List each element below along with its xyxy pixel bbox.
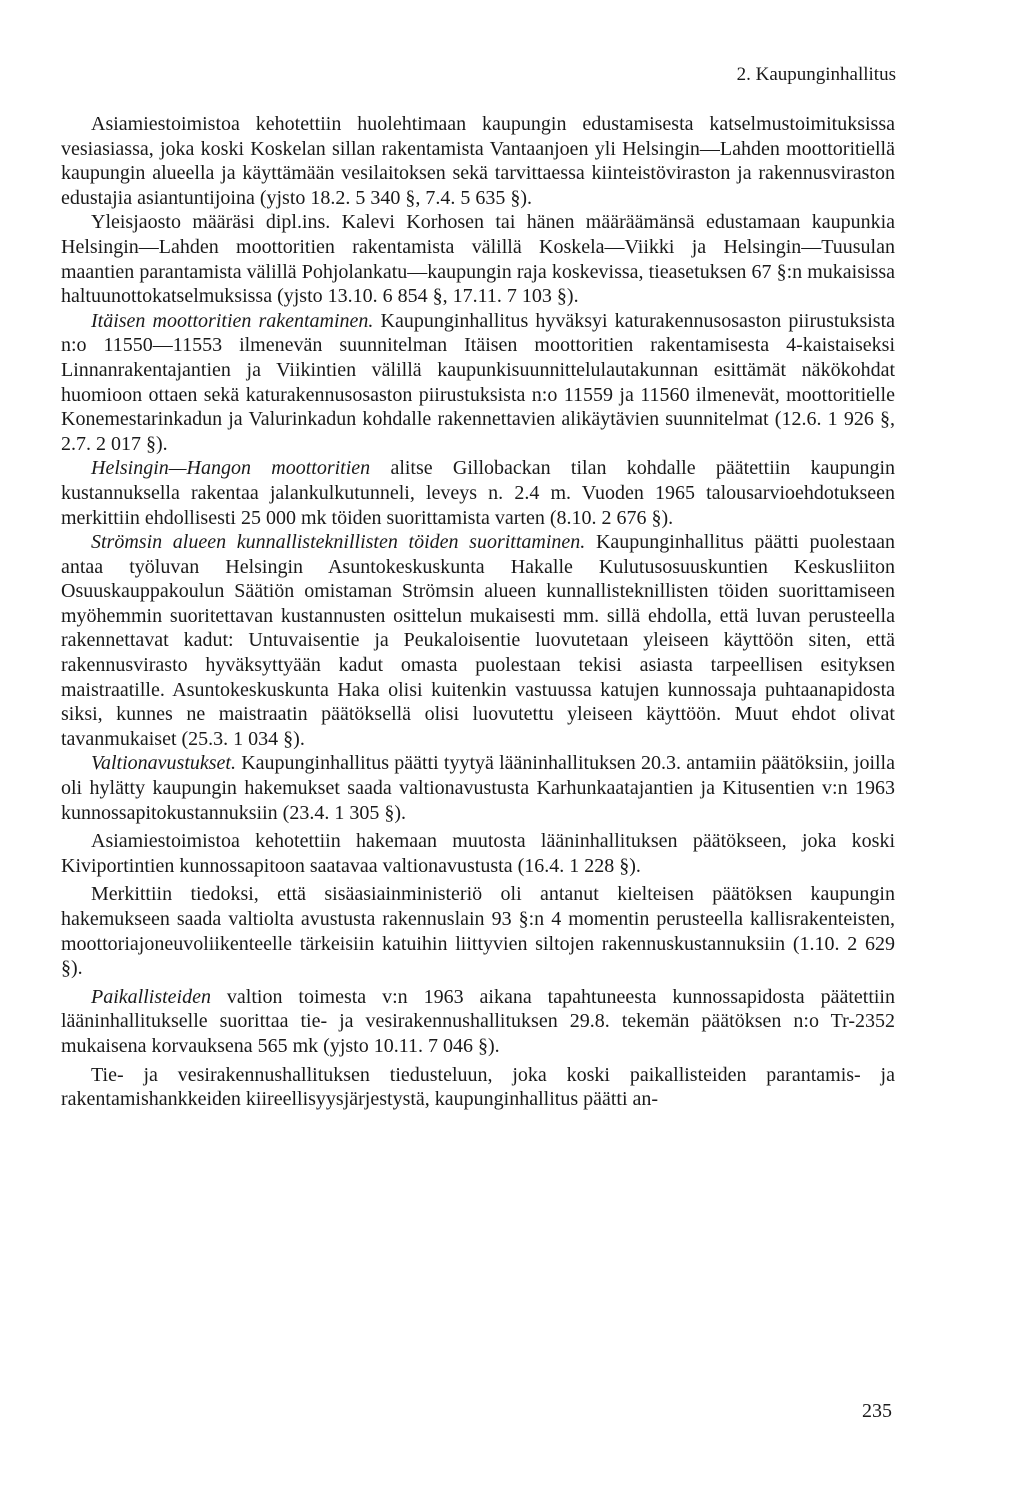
paragraph — [61, 1063, 895, 1112]
section-lead: Paikallisteiden — [91, 985, 211, 1008]
paragraph — [61, 112, 895, 210]
running-header: 2. Kaupunginhallitus — [736, 64, 896, 85]
section-lead: Helsingin—Hangon moottoritien — [91, 457, 371, 480]
paragraph — [61, 985, 895, 1059]
paragraph-text: Kaupunginhallitus päätti tyytyä lääninhallituksen 20.3. antamiin päätöksiin, joilla oli hylätty kaupungin hakemukset saada valtionavustusta Karhunkaatajantien ja Kitusentien v:n 1963 kunnossapitokustannuksiin (23.4. 1 305 §). — [61, 752, 895, 824]
paragraph-text: valtion toimesta v:n 1963 aikana tapahtuneesta kunnossapidosta päätettiin lääninhallitukselle suorittaa tie- ja vesirakennushallituksen 29.8. tekemän päätöksen n:o Tr-2352 mukaisena korvauksena 565 mk (yjsto 10.11. 7 046 §). — [61, 985, 895, 1057]
paragraph-text: Asiamiestoimistoa kehotettiin huolehtimaan kaupungin edustamisesta katselmustoimituksissa vesiasiassa, joka koski Koskelan sillan rakentamista Vantaanjoen yli Helsingin—Lahden moottoritiellä kaupungin alueella ja käyttämään vesilaitoksen sekä tarvittaessa kiinteistöviraston ja rakennusviraston edustajia asiantuntijoina (yjsto 18.2. 5 340 §, 7.4. 5 635 §). — [61, 113, 895, 209]
body-text — [61, 112, 895, 1112]
paragraph-text: Kaupunginhallitus päätti puolestaan antaa työluvan Helsingin Asuntokeskuskunta Hakalle Kulutusosuuskuntien Keskusliiton Osuuskauppakoulun Säätiön omistaman Strömsin alueen kunnallisteknillisten töiden suorittamiseen myöhemmin suoritettavan kustannusten osittelun mukaisesti mm. sillä ehdolla, että luvan perusteella rakennettavat kadut: Untuvaisentie ja Peukaloisentie luovutetaan yleiseen käyttöön siten, että rakennusvirasto hyväksyttyään kadut omasta puolestaan tekisi asiasta tarpeellisen esityksen maistraatille. Asuntokeskuskunta Haka olisi kuitenkin vastuussa katujen kunnossaja puhtaanapidosta siksi, kunnes ne maistraatin päätöksellä olisi luovutettu yleiseen käyttöön. Muut ehdot olivat tavanmukaiset (25.3. 1 034 §). — [61, 531, 896, 750]
paragraph — [61, 829, 895, 878]
paragraph — [61, 210, 895, 308]
paragraph — [61, 456, 895, 530]
paragraph — [61, 530, 895, 751]
paragraph-text: Merkittiin tiedoksi, että sisäasiainministeriö oli antanut kielteisen päätöksen kaupungin hakemukseen saada valtiolta avustusta rakennuslain 93 §:n 4 momentin perusteella kallisrakenteisten, moottoriajoneuvoliikenteelle tärkeisiin katuihin liittyvien siltojen rakennuskustannuksiin (1.10. 2 629 §). — [61, 883, 895, 980]
paragraph-text: Asiamiestoimistoa kehotettiin hakemaan muutosta lääninhallituksen päätökseen, joka koski Kiviportintien kunnossapitoon saatavaa valtionavustusta (16.4. 1 228 §). — [61, 830, 895, 877]
paragraph-text: Yleisjaosto määräsi dipl.ins. Kalevi Korhosen tai hänen määräämänsä edustamaan kaupunkia Helsingin—Lahden moottoritien rakentamista välillä Koskela—Viikki ja Helsingin—Tuusulan maantien parantamista välillä Pohjolankatu—kaupungin raja koskevissa, tieasetuksen 67 §:n mukaisissa haltuunottokatselmuksissa (yjsto 13.10. 6 854 §, 17.11. 7 103 §). — [61, 211, 895, 308]
section-lead: Itäisen moottoritien rakentaminen. — [91, 309, 374, 332]
section-lead: Strömsin alueen kunnallisteknillisten töiden suorittaminen. — [91, 531, 586, 554]
paragraph — [61, 309, 895, 457]
paragraph-text: Kaupunginhallitus hyväksyi katurakennusosaston piirustuksista n:o 11550—11553 ilmenevän suunnitelman Itäisen moottoritien rakentamisesta 4-kaistaiseksi Linnanrakentajantien ja Viikintien välillä kaupunkisuunnittelulautakunnan esittämät näkökohdat huomioon ottaen sekä katurakennusosaston piirustuksista n:o 11559 ja 11560 ilmenevät, moottoritielle Konemestarinkadun ja Valurinkadun kohdalle rakennettavien alikäytävien suunnitelmat (12.6. 1 926 §, 2.7. 2 017 §). — [61, 309, 895, 455]
section-lead: Valtionavustukset. — [91, 752, 236, 775]
paragraph — [61, 751, 895, 825]
paragraph-text: Tie- ja vesirakennushallituksen tiedusteluun, joka koski paikallisteiden parantamis- ja rakentamishankkeiden kiireellisyysjärjestystä, kaupunginhallitus päätti an- — [61, 1063, 895, 1111]
paragraph-text: alitse Gillobackan tilan kohdalle päätettiin kaupungin kustannuksella rakentaa jalankulkutunneli, leveys n. 2.4 m. Vuoden 1965 talousarvioehdotukseen merkittiin ehdollisesti 25 000 mk töiden suorittamista varten (8.10. 2 676 §). — [61, 457, 896, 529]
paragraph — [61, 882, 895, 980]
page-number: 235 — [862, 1400, 892, 1422]
